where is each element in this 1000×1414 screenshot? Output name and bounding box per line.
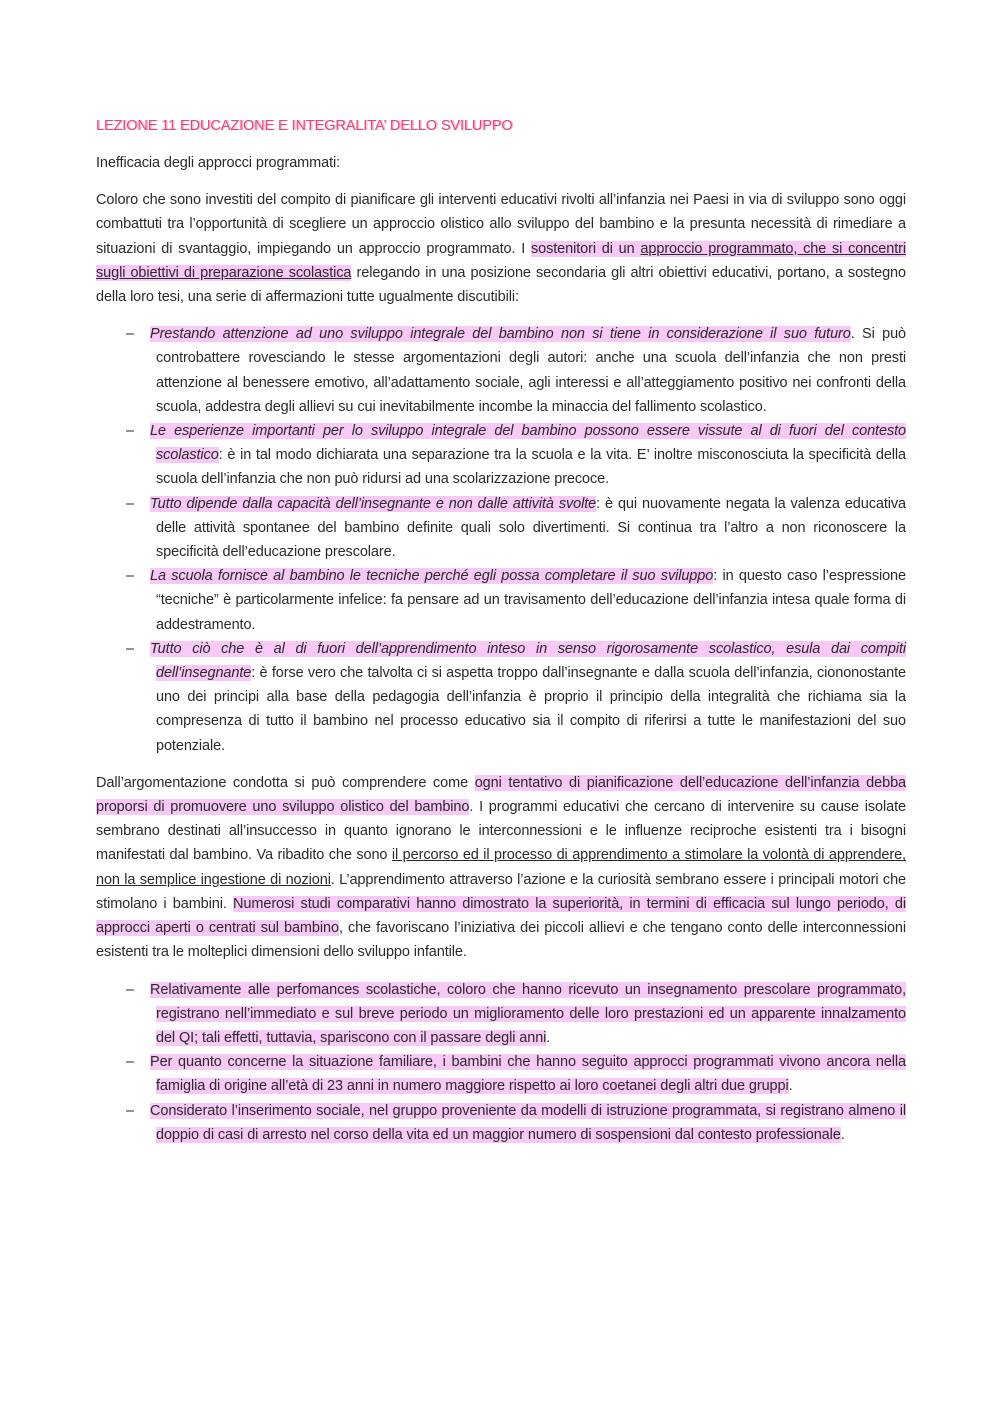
- intro-underlined-phrase: , che si concentri sugli obiettivi di preparazione scolastica: [96, 240, 906, 281]
- intro-text-a: Coloro che sono investiti del compito di pianificare gli interventi educativi rivolti all’infanzia nei Paesi in via di sviluppo sono oggi combattuti tra l’opportunità di scegliere un approccio olistico allo sviluppo del bambino e la presunta necessità di rimediare a situazioni di svantaggio, impiegando un approccio programmato. I: [96, 192, 906, 257]
- objection-statement: Tutto ciò che è al di fuori dell’apprendimento inteso in senso rigorosamente scolastico, esula dai compiti dell’insegnante: [150, 640, 906, 682]
- finding-statement: Per quanto concerne la situazione familiare, i bambini che hanno seguito approcci programmati vivono ancora nella famiglia di origine all’età di 23 anni in numero maggiore rispetto ai loro coetanei degli altri due gruppi: [150, 1054, 906, 1095]
- dash-bullet: –: [126, 495, 134, 512]
- dash-bullet: –: [126, 1102, 134, 1119]
- document-page: [96, 114, 906, 1160]
- dash-bullet: –: [126, 568, 134, 585]
- conclusion-paragraph: [96, 771, 906, 965]
- list-item: [96, 492, 906, 565]
- finding-statement: Considerato l’inserimento sociale, nel gruppo proveniente da modelli di istruzione programmata, si registrano almeno il doppio di casi di arresto nel corso della vita ed un maggior numero di sospensioni dal contesto professionale: [150, 1102, 906, 1143]
- list-item: [96, 1099, 906, 1147]
- dash-bullet: –: [126, 326, 134, 343]
- conclusion-text-a: Dall’argomentazione condotta si può comprendere come: [96, 774, 475, 791]
- finding-end: .: [546, 1029, 551, 1046]
- conclusion-text-b: . I programmi educativi che cercano di intervenire su cause isolate sembrano destinati all’insuccesso in quanto ignorano le interconnessioni e le influenze reciproche esistenti tra i bisogni manifestati dal bambino. Va ribadito che sono: [96, 799, 906, 864]
- intro-paragraph: [96, 188, 906, 309]
- intro-highlight-part1: sostenitori di un: [530, 240, 641, 257]
- objection-statement: Prestando attenzione ad uno sviluppo integrale del bambino non si tiene in considerazione il suo futuro: [150, 326, 851, 343]
- objection-comment: : è in tal modo dichiarata una separazione tra la scuola e la vita. E’ inoltre misconosciuta la specificità della scuola dell’infanzia che non può ridursi ad una scolarizzazione precoce.: [156, 447, 906, 488]
- section-subtitle: Inefficacia degli approcci programmati:: [96, 155, 341, 171]
- dash-bullet: –: [126, 1054, 134, 1071]
- objection-statement: La scuola fornisce al bambino le tecniche perché egli possa completare il suo sviluppo: [150, 568, 714, 585]
- objection-comment: : in questo caso l’espressione “tecniche” è particolarmente infelice: fa pensare ad un travisamento dell’educazione dell’infanzia intesa quale forma di addestramento.: [156, 568, 906, 633]
- lesson-title: LEZIONE 11 EDUCAZIONE E INTEGRALITA’ DELLO SVILUPPO: [96, 118, 513, 134]
- intro-underlined-term: approccio programmato: [640, 240, 794, 257]
- objections-list: [96, 322, 906, 758]
- list-item: [96, 564, 906, 637]
- list-item: [96, 419, 906, 492]
- dash-bullet: –: [126, 640, 134, 657]
- conclusion-text-c: . L’apprendimento attraverso l’azione e la curiosità sembrano essere i principali motori che stimolano i bambini.: [96, 871, 906, 912]
- dash-bullet: –: [126, 981, 134, 998]
- finding-end: .: [840, 1126, 845, 1143]
- objection-statement: Le esperienze importanti per lo sviluppo integrale del bambino possono essere vissute al di fuori del contesto scolastico: [150, 423, 906, 464]
- finding-end: .: [788, 1078, 793, 1095]
- list-item: [96, 1050, 906, 1098]
- finding-statement: Relativamente alle perfomances scolastiche, coloro che hanno ricevuto un insegnamento prescolare programmato, registrano nell’immediato e sul breve periodo un miglioramento delle loro prestazioni ed un apparente innalzamento del QI; tali effetti, tuttavia, spariscono con il passare degli anni: [150, 981, 906, 1046]
- conclusion-underlined: il percorso ed il processo di apprendimento a stimolare la volontà di apprendere, non la semplice ingestione di nozioni: [96, 847, 906, 888]
- conclusion-highlight-2: Numerosi studi comparativi hanno dimostrato la superiorità, in termini di efficacia sul lungo periodo, di approcci aperti o centrati sul bambino: [96, 895, 906, 937]
- list-item: [96, 322, 906, 419]
- objection-comment: : è forse vero che talvolta ci si aspetta troppo dall’insegnante e dalla scuola dell’infanzia, ciononostante uno dei principi alla base della pedagogia dell’infanzia è proprio il principio della integralità che richiama sia la compresenza di tutto il bambino nel processo educativo sia il compito di riferirsi a tutte le manifestazioni del suo potenziale.: [156, 665, 906, 754]
- conclusion-text-d: , che favoriscano l’iniziativa dei piccoli allievi e che tengano conto delle interconnessioni esistenti tra le molteplici dimensioni dello sviluppo infantile.: [96, 920, 906, 961]
- list-item: [96, 978, 906, 1051]
- objection-comment: . Si può controbattere rovesciando le stesse argomentazioni degli autori: anche una scuola dell’infanzia che non presti attenzione al benessere emotivo, all’adattamento sociale, agli interessi e all’atteggiamento positivo nei confronti della scuola, addestra degli allievi su cui inevitabilmente incombe la minaccia del fallimento scolastico.: [156, 326, 906, 415]
- dash-bullet: –: [126, 423, 134, 440]
- objection-comment: : è qui nuovamente negata la valenza educativa delle attività spontanee del bambino definite quali solo divertimenti. Si continua tra l’altro a non riconoscere la specificità dell’educazione prescolare.: [156, 495, 906, 561]
- objection-statement: Tutto dipende dalla capacità dell’insegnante e non dalle attività svolte: [150, 495, 597, 512]
- intro-text-b: relegando in una posizione secondaria gli altri obiettivi educativi, portano, a sostegno della loro tesi, una serie di affermazioni tutte ugualmente discutibili:: [96, 264, 906, 306]
- conclusion-highlight-1: ogni tentativo di pianificazione dell’educazione dell’infanzia debba proporsi di promuovere uno sviluppo olistico del bambino: [96, 774, 906, 816]
- list-item: [96, 637, 906, 758]
- findings-list: [96, 978, 906, 1147]
